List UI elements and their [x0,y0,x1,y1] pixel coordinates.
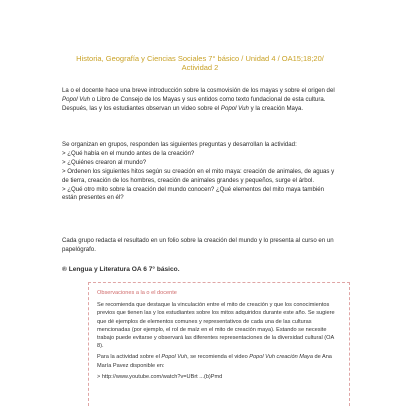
book-title: Popol Vuh [62,95,91,103]
book-title: Popol Vuh [161,354,188,361]
video-text-end: de Ana María Pavez disponible en: [97,354,332,369]
activity-instructions [62,141,338,203]
book-title: Popol Vuh [220,104,249,112]
video-link[interactable]: > http://www.youtube.com/watch?v=UBrt ...(b)Pmd [97,373,223,380]
teacher-notes-box [88,282,350,406]
closing-paragraph [62,237,338,255]
instructions-intro: Se organizan en grupos, responden las siguientes preguntas y desarrollan la actividad: [62,141,297,148]
intro-text-end: y la creación Maya. [248,104,304,112]
notes-title: Observaciones a la o el docente [97,290,177,296]
header-activity-line: Actividad 2 [181,63,219,72]
video-text-middle: , se recomienda el video [187,354,250,361]
notes-paragraph: Se recomienda que destaque la vinculación entre el mito de creación y que los conocimientos previos que tienen las y los estudiantes sobre los mitos adquiridos durante este año. Se sugiere que dé ejemplos de elementos comunes y representativos de cada una de las culturas mencionadas (por ejemplo, el rol de maíz en el mito de creación maya). Estando se necesite trabajo puede evitarse y observará las diferentes representaciones de la diversidad cultural (OA 8). [97,302,335,350]
question-item: > Ordenen los siguientes hitos según su creación en el mito maya: creación de animales, de aguas y de tierra, creación de los hombres, creación de animales grandes y pequeños, surge el árbol. [62,167,335,184]
question-item: > ¿Quiénes crearon al mundo? [62,158,147,166]
video-paragraph [97,353,341,369]
closing-text: Cada grupo redacta el resultado en un folio sobre la creación del mundo y lo presenta al curso en un papelógrafo. [62,237,334,253]
question-item: > ¿Qué otro mito sobre la creación del mundo conocen? ¿Qué elementos del mito maya también están presentes en él? [62,185,324,202]
intro-text-start: La o el docente hace una breve introducción sobre la cosmovisión de los mayas y sobre el origen del [62,87,335,94]
intro-paragraph [62,87,338,114]
page-header [0,54,400,72]
intro-text-middle: o Libro de Consejo de los Mayas y sus entidos como texto fundacional de esta cultura. Después, las y los estudiantes observan un video sobre el [62,95,326,112]
video-text-start: Para la actividad sobre el [97,354,162,361]
subject-reference: ® Lengua y Literatura OA 6 7° básico. [62,266,180,273]
video-title: Popol Vuh creación Maya [249,354,313,361]
question-item: > ¿Qué había en el mundo antes de la creación? [62,149,195,157]
header-course-line: Historia, Geografía y Ciencias Sociales 7° básico / Unidad 4 / OA15;18;20/ [76,54,324,63]
